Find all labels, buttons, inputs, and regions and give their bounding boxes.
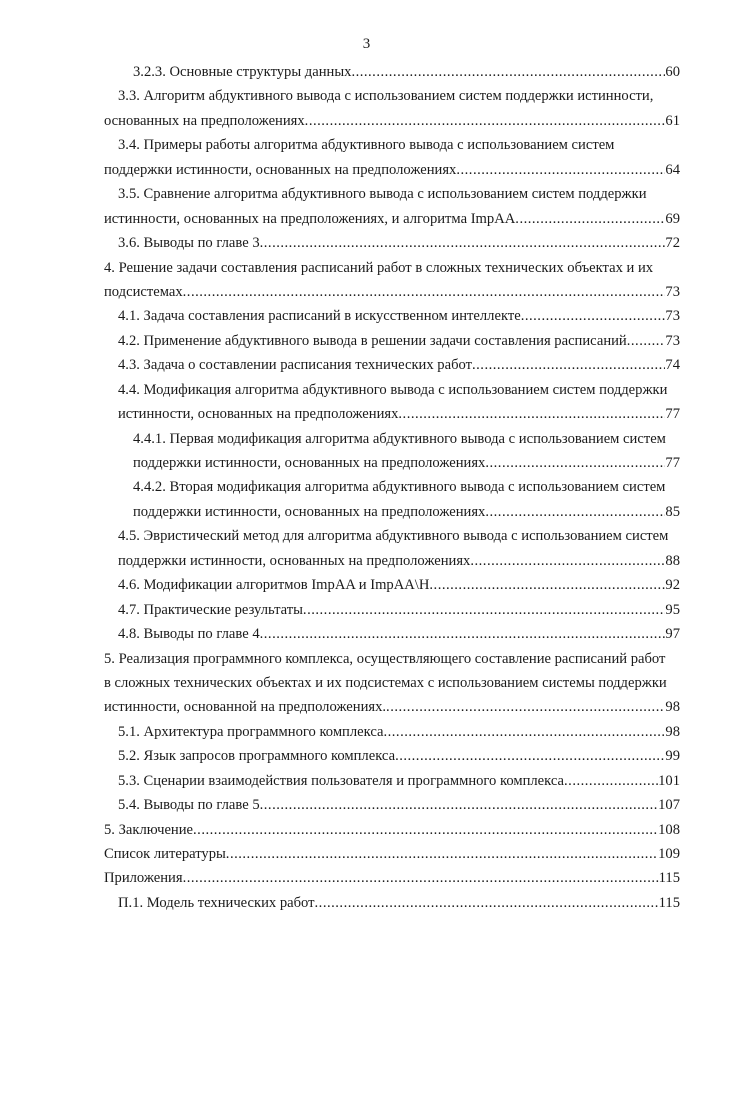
toc-line xyxy=(104,60,680,84)
toc-entry[interactable] xyxy=(104,891,680,915)
toc-entry-title: 4.1. Задача составления расписаний в искусственном интеллекте xyxy=(118,308,521,325)
toc-page-number: 72 xyxy=(665,235,680,252)
toc-entry[interactable] xyxy=(104,182,680,231)
toc-page-number: 73 xyxy=(665,308,680,325)
toc-entry[interactable] xyxy=(104,647,680,720)
toc-entry-title: подсистемах xyxy=(104,283,183,300)
toc-line xyxy=(104,793,680,817)
toc-entry-title: Список литературы xyxy=(104,846,226,862)
toc-line xyxy=(104,133,680,157)
toc-line xyxy=(104,842,680,866)
toc-line xyxy=(104,622,680,646)
toc-entry-title: основанных на предположениях xyxy=(104,112,305,129)
toc-page-number: 73 xyxy=(665,283,680,300)
toc-entry[interactable] xyxy=(104,720,680,744)
dot-leader xyxy=(351,60,665,84)
dot-leader xyxy=(260,231,666,255)
toc-page-number: 74 xyxy=(665,357,680,374)
toc-line xyxy=(104,647,680,671)
toc-page-number: 108 xyxy=(658,821,680,838)
toc-line xyxy=(104,353,680,377)
toc-line xyxy=(104,256,680,280)
toc-line xyxy=(104,304,680,328)
toc-line xyxy=(104,818,680,842)
toc-entry-title: 4.6. Модификации алгоритмов ImpAA и ImpAA\H xyxy=(118,577,430,594)
toc-line xyxy=(104,524,680,548)
toc-entry-title: 4.4. Модификация алгоритма абдуктивного вывода с использованием систем поддержки xyxy=(118,381,668,398)
toc-entry[interactable] xyxy=(104,818,680,842)
toc-entry-title: истинности, основанной на предположениях. xyxy=(104,699,387,716)
toc-line xyxy=(104,207,680,231)
table-of-contents xyxy=(104,60,680,915)
toc-entry-title: 5.3. Сценарии взаимодействия пользователя и программного комплекса xyxy=(118,772,565,789)
toc-line xyxy=(104,695,680,719)
toc-entry-title: 5.1. Архитектура программного комплекса xyxy=(118,723,384,740)
toc-entry[interactable] xyxy=(104,378,680,427)
toc-entry-title: 5.2. Язык запросов программного комплекса xyxy=(118,748,396,765)
toc-entry-title: 3.2.3. Основные структуры данных xyxy=(133,64,352,80)
toc-page-number: 92 xyxy=(665,577,680,594)
toc-entry-title: поддержки истинности, основанных на предположениях xyxy=(133,503,486,520)
dot-leader xyxy=(521,304,666,328)
toc-line xyxy=(104,549,680,573)
toc-entry-title: 5.4. Выводы по главе 5 xyxy=(118,797,260,814)
toc-entry-title: истинности, основанных на предположениях, и алгоритма ImpAA xyxy=(104,210,516,227)
dot-leader xyxy=(183,866,659,890)
dot-leader xyxy=(485,451,665,475)
toc-entry[interactable] xyxy=(104,353,680,377)
toc-entry-title: поддержки истинности, основанных на предположениях xyxy=(104,161,457,178)
toc-entry[interactable] xyxy=(104,866,680,890)
toc-entry-title: 4. Решение задачи составления расписаний работ в сложных технических объектах и их xyxy=(104,259,654,276)
toc-entry[interactable] xyxy=(104,573,680,597)
toc-entry[interactable] xyxy=(104,524,680,573)
toc-line xyxy=(104,451,680,475)
toc-line xyxy=(104,866,680,890)
toc-entry[interactable] xyxy=(104,475,680,524)
dot-leader xyxy=(398,402,665,426)
toc-entry-title: Приложения xyxy=(104,870,183,887)
toc-page-number: 73 xyxy=(665,332,680,349)
toc-page-number: 115 xyxy=(658,894,680,911)
toc-page-number: 98 xyxy=(665,699,680,716)
toc-entry-title: 3.4. Примеры работы алгоритма абдуктивного вывода с использованием систем xyxy=(118,137,615,154)
toc-line xyxy=(104,84,680,108)
dot-leader xyxy=(305,109,666,133)
dot-leader xyxy=(472,353,665,377)
toc-page-number: 107 xyxy=(658,797,680,814)
toc-entry[interactable] xyxy=(104,793,680,817)
toc-page-number: 95 xyxy=(665,601,680,618)
toc-entry-title: поддержки истинности, основанных на предположениях xyxy=(118,552,471,569)
toc-entry-title: 5. Реализация программного комплекса, осуществляющего составление расписаний работ xyxy=(104,650,666,667)
toc-line xyxy=(104,891,680,915)
toc-page-number: 77 xyxy=(665,406,680,423)
toc-page-number: 60 xyxy=(665,64,680,80)
toc-page-number: 109 xyxy=(658,846,680,862)
dot-leader xyxy=(470,549,665,573)
dot-leader xyxy=(260,622,666,646)
dot-leader xyxy=(627,329,666,353)
toc-entry[interactable] xyxy=(104,60,680,84)
toc-entry-title: 4.4.2. Вторая модификация алгоритма абдуктивного вывода с использованием систем xyxy=(133,479,666,496)
toc-line xyxy=(104,280,680,304)
toc-entry-title: 3.5. Сравнение алгоритма абдуктивного вывода с использованием систем поддержки xyxy=(118,186,647,203)
toc-entry-title: П.1. Модель технических работ xyxy=(118,894,315,911)
dot-leader xyxy=(564,769,658,793)
dot-leader xyxy=(456,158,665,182)
toc-page-number: 64 xyxy=(665,161,680,178)
toc-entry[interactable] xyxy=(104,329,680,353)
toc-page-number: 101 xyxy=(658,772,680,789)
dot-leader xyxy=(485,500,665,524)
toc-line xyxy=(104,475,680,499)
toc-entry[interactable] xyxy=(104,256,680,305)
toc-line xyxy=(104,427,680,451)
toc-page-number: 61 xyxy=(665,112,680,129)
dot-leader xyxy=(515,207,665,231)
toc-entry[interactable] xyxy=(104,231,680,255)
dot-leader xyxy=(395,744,665,768)
toc-entry-title: 4.8. Выводы по главе 4 xyxy=(118,626,260,643)
toc-entry-title: 3.6. Выводы по главе 3 xyxy=(118,235,260,252)
toc-line xyxy=(104,109,680,133)
dot-leader xyxy=(183,280,666,304)
toc-entry[interactable] xyxy=(104,622,680,646)
toc-line xyxy=(104,158,680,182)
dot-leader xyxy=(315,891,659,915)
toc-entry[interactable] xyxy=(104,842,680,866)
toc-page-number: 85 xyxy=(665,503,680,520)
toc-line xyxy=(104,182,680,206)
toc-line xyxy=(104,329,680,353)
page-number: 3 xyxy=(362,36,371,52)
toc-entry-title: 4.7. Практические результаты xyxy=(118,601,303,618)
toc-entry-title: 4.2. Применение абдуктивного вывода в решении задачи составления расписаний xyxy=(118,332,627,349)
toc-line xyxy=(104,671,680,695)
dot-leader xyxy=(429,573,665,597)
toc-entry[interactable] xyxy=(104,84,680,133)
toc-line xyxy=(104,378,680,402)
toc-line xyxy=(104,500,680,524)
toc-entry[interactable] xyxy=(104,744,680,768)
dot-leader xyxy=(226,842,658,866)
toc-line xyxy=(104,402,680,426)
toc-page-number: 98 xyxy=(665,723,680,740)
toc-entry[interactable] xyxy=(104,133,680,182)
toc-entry-title: 3.3. Алгоритм абдуктивного вывода с использованием систем поддержки истинности, xyxy=(118,88,654,105)
toc-page-number: 97 xyxy=(665,626,680,643)
dot-leader xyxy=(193,818,658,842)
toc-entry[interactable] xyxy=(104,769,680,793)
toc-line xyxy=(104,744,680,768)
toc-entry-title: 4.3. Задача о составлении расписания технических работ xyxy=(118,357,472,374)
toc-line xyxy=(104,720,680,744)
toc-entry-title: 4.4.1. Первая модификация алгоритма абдуктивного вывода с использованием систем xyxy=(133,430,666,447)
toc-page-number: 88 xyxy=(665,552,680,569)
dot-leader xyxy=(383,720,665,744)
toc-line xyxy=(104,769,680,793)
toc-line xyxy=(104,598,680,622)
dot-leader xyxy=(303,598,665,622)
toc-page-number: 69 xyxy=(665,210,680,227)
toc-line xyxy=(104,231,680,255)
toc-entry-title: 5. Заключение xyxy=(104,821,194,838)
toc-page-number: 77 xyxy=(665,455,680,471)
toc-line xyxy=(104,573,680,597)
toc-entry[interactable] xyxy=(104,427,680,476)
dot-leader xyxy=(260,793,658,817)
toc-page-number: 99 xyxy=(665,748,680,765)
toc-entry-title: 4.5. Эвристический метод для алгоритма абдуктивного вывода с использованием систем xyxy=(118,528,669,545)
toc-entry-title: в сложных технических объектах и их подсистемах с использованием системы поддержки xyxy=(104,674,667,691)
dot-leader xyxy=(386,695,665,719)
toc-entry[interactable] xyxy=(104,598,680,622)
toc-page-number: 115 xyxy=(658,870,680,887)
toc-entry-title: поддержки истинности, основанных на предположениях xyxy=(133,455,486,471)
toc-entry[interactable] xyxy=(104,304,680,328)
toc-entry-title: истинности, основанных на предположениях xyxy=(118,406,399,423)
